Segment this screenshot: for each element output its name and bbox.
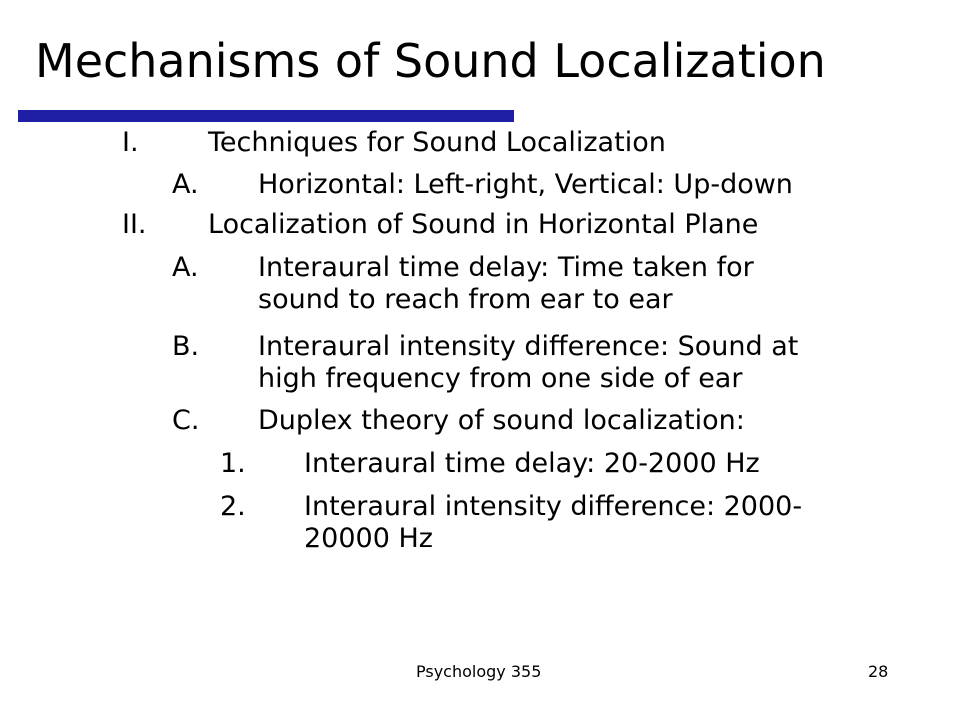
outline-line: Interaural intensity difference: Sound at: [258, 331, 799, 362]
outline-text: [208, 127, 666, 159]
outline-line: Horizontal: Left-right, Vertical: Up-down: [258, 169, 793, 200]
outline-marker: 1.: [220, 448, 246, 479]
outline-text: [258, 169, 793, 201]
outline-marker: A.: [172, 252, 199, 283]
outline-line: Interaural intensity difference: 2000-: [304, 491, 803, 522]
outline-text: [208, 209, 758, 241]
outline-line: Interaural time delay: 20-2000 Hz: [304, 448, 760, 479]
outline-marker: B.: [172, 331, 200, 362]
outline-marker: A.: [172, 169, 199, 200]
outline-line: 20000 Hz: [304, 523, 433, 554]
slide-title: Mechanisms of Sound Localization: [35, 34, 826, 88]
outline-line: Duplex theory of sound localization:: [258, 405, 745, 436]
outline-marker: II.: [122, 209, 147, 240]
outline-line: high frequency from one side of ear: [258, 363, 743, 394]
outline-line: Localization of Sound in Horizontal Plane: [208, 209, 759, 240]
footer-page-number: 28: [868, 662, 889, 681]
outline-marker: 2.: [220, 491, 246, 522]
outline-text: [258, 252, 754, 316]
outline-marker: I.: [122, 127, 139, 158]
outline-text: [304, 448, 760, 480]
outline-text: [258, 331, 798, 395]
outline-text: [304, 491, 802, 555]
outline-line: Techniques for Sound Localization: [208, 127, 666, 158]
outline-line: sound to reach from ear to ear: [258, 284, 673, 315]
outline-line: Interaural time delay: Time taken for: [258, 252, 754, 283]
footer-course-name: Psychology 355: [416, 662, 542, 681]
outline-text: [258, 405, 745, 437]
outline-marker: C.: [172, 405, 200, 436]
